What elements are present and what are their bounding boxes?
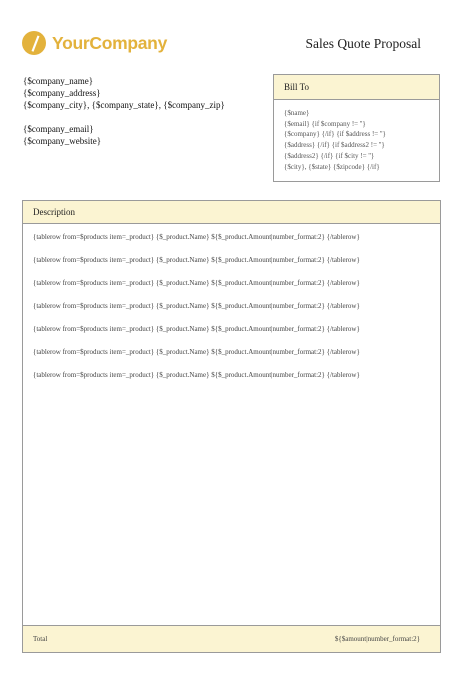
table-row: {tablerow from=$products item=_product} {$_product.Name} ${$_product.Amount|number_format:2} {/tablerow} — [33, 302, 360, 310]
bill-to-body — [274, 100, 439, 172]
table-row: {tablerow from=$products item=_product} {$_product.Name} ${$_product.Amount|number_format:2} {/tablerow} — [33, 279, 360, 287]
logo-text: YourCompany — [52, 32, 167, 53]
company-city-state-zip: {$company_city}, {$company_state}, {$company_zip} — [23, 100, 225, 110]
bill-to-box — [273, 74, 440, 182]
company-email: {$company_email} — [23, 124, 94, 134]
bill-to-line: {$address2} {/if} {if $city != ''} — [284, 151, 375, 160]
description-table — [22, 200, 441, 653]
description-rows — [23, 224, 440, 394]
company-info — [23, 75, 225, 147]
total-label: Total — [33, 635, 48, 643]
bill-to-header: Bill To — [274, 75, 439, 100]
logo-mark-icon — [22, 31, 46, 55]
company-website: {$company_website} — [23, 136, 102, 146]
bill-to-line: {$name} — [284, 109, 310, 117]
table-row: {tablerow from=$products item=_product} {$_product.Name} ${$_product.Amount|number_format:2} {/tablerow} — [33, 325, 360, 333]
company-name: {$company_name} — [23, 76, 94, 86]
total-value: ${$amount|number_format:2} — [334, 635, 420, 643]
table-row: {tablerow from=$products item=_product} {$_product.Name} ${$_product.Amount|number_format:2} {/tablerow} — [33, 256, 360, 264]
bill-to-line: {$city}, {$state} {$zipcode} {/if} — [284, 162, 380, 171]
document-title: Sales Quote Proposal — [305, 36, 421, 51]
description-header: Description — [23, 201, 440, 224]
total-row — [23, 625, 440, 652]
bill-to-line: {$address} {/if} {if $address2 != ''} — [284, 141, 385, 150]
company-address: {$company_address} — [23, 88, 101, 98]
table-row: {tablerow from=$products item=_product} {$_product.Name} ${$_product.Amount|number_format:2} {/tablerow} — [33, 348, 360, 356]
table-row: {tablerow from=$products item=_product} {$_product.Name} ${$_product.Amount|number_format:2} {/tablerow} — [33, 371, 360, 379]
table-row: {tablerow from=$products item=_product} {$_product.Name} ${$_product.Amount|number_format:2} {/tablerow} — [33, 233, 360, 241]
bill-to-line: {$company} {/if} {if $address != ''} — [284, 130, 386, 139]
company-logo — [22, 31, 167, 55]
bill-to-line: {$email} {if $company != ''} — [284, 119, 366, 128]
spacer — [23, 111, 225, 123]
